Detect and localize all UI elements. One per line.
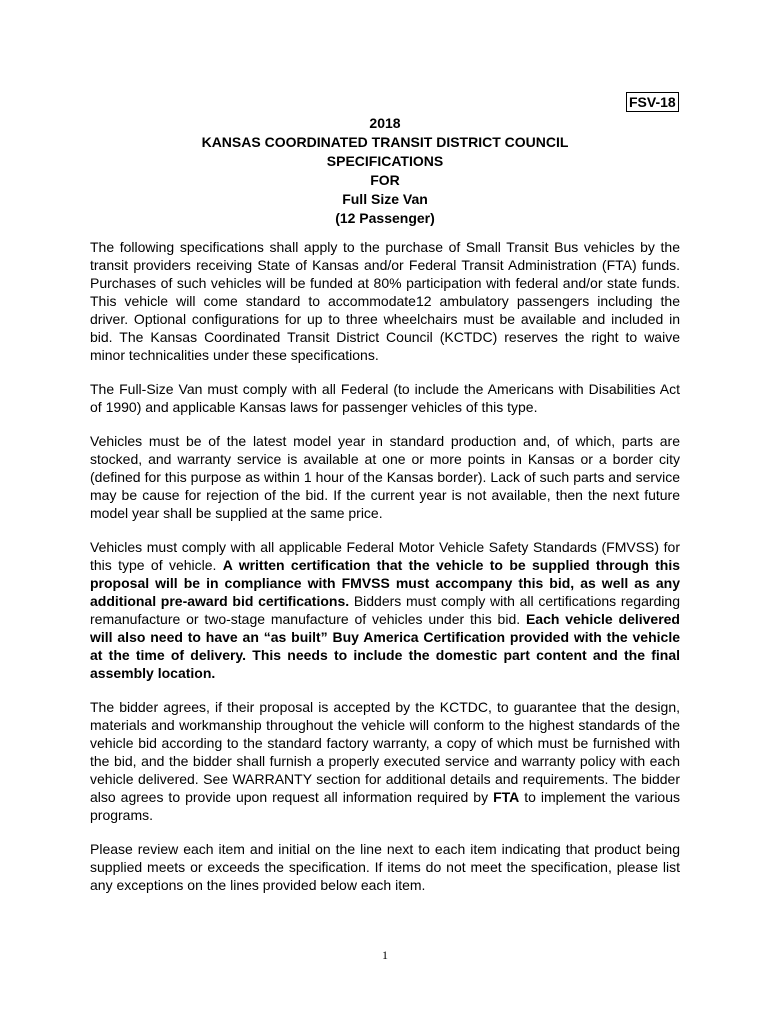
document-body bbox=[90, 238, 680, 910]
paragraph-warranty bbox=[90, 698, 680, 824]
buy-america-bold: Each vehicle delivered will also need to have an “as built” Buy America Certification provided with the vehicle at the time of delivery. This needs to include the domestic part content and the final assembly location. bbox=[90, 611, 680, 681]
title-vehicle: Full Size Van bbox=[342, 191, 428, 207]
page-number: 1 bbox=[382, 948, 388, 962]
fta-bold: FTA bbox=[493, 789, 520, 805]
fmvss-text: Vehicles must comply with all applicable Federal Motor Vehicle Safety Standards (FMVSS) for this type of vehicle. bbox=[90, 539, 680, 573]
title-specifications: SPECIFICATIONS bbox=[326, 153, 444, 169]
fmvss-certification-bold: A written certification that the vehicle to be supplied through this proposal will be in compliance with FMVSS must accompany this bid, as well as any additional pre-award bid certifications. bbox=[90, 557, 680, 609]
title-block bbox=[90, 114, 680, 228]
title-year: 2018 bbox=[369, 115, 401, 131]
fmvss-remanufacture-text: Bidders must comply with all certifications regarding remanufacture or two-stage manufacture of vehicles under this bid. bbox=[90, 593, 680, 627]
warranty-text: The bidder agrees, if their proposal is accepted by the KCTDC, to guarantee that the design, materials and workmanship throughout the vehicle will conform to the highest standards of the vehicle bid according to the standard factory warranty, a copy of which must be furnished with the bid, and the bidder shall furnish a properly executed service and warranty policy with each vehicle delivered. See WARRANTY section for additional details and requirements. The bidder also agrees to provide upon request all information required by bbox=[90, 699, 680, 805]
paragraph-fmvss bbox=[90, 538, 680, 682]
warranty-text-end: to implement the various programs. bbox=[90, 789, 681, 823]
paragraph-model-year: Vehicles must be of the latest model year in standard production and, of which, parts are stocked, and warranty service is available at one or more points in Kansas or a border city (defined for this purpose as within 1 hour of the Kansas border). Lack of such parts and service may be cause for rejection of the bid. If the current year is not available, then the next future model year shall be supplied at the same price. bbox=[90, 433, 680, 521]
paragraph-compliance: The Full-Size Van must comply with all Federal (to include the Americans with Disabilities Act of 1990) and applicable Kansas laws for passenger vehicles of this type. bbox=[90, 381, 680, 415]
paragraph-review-instructions: Please review each item and initial on the line next to each item indicating that product being supplied meets or exceeds the specification. If items do not meet the specification, please list any exceptions on the lines provided below each item. bbox=[90, 841, 680, 893]
title-organization: KANSAS COORDINATED TRANSIT DISTRICT COUNCIL bbox=[201, 134, 569, 150]
title-capacity: (12 Passenger) bbox=[335, 210, 435, 226]
paragraph-intro: The following specifications shall apply to the purchase of Small Transit Bus vehicles by the transit providers receiving State of Kansas and/or Federal Transit Administration (FTA) funds. Purchases of such vehicles will be funded at 80% participation with federal and/or state funds. This vehicle will come standard to accommodate12 ambulatory passengers including the driver. Optional configurations for up to three wheelchairs must be available and included in bid. The Kansas Coordinated Transit District Council (KCTDC) reserves the right to waive minor technicalities under these specifications. bbox=[90, 239, 680, 363]
title-for: FOR bbox=[370, 172, 400, 188]
form-id-label: FSV-18 bbox=[626, 92, 679, 112]
